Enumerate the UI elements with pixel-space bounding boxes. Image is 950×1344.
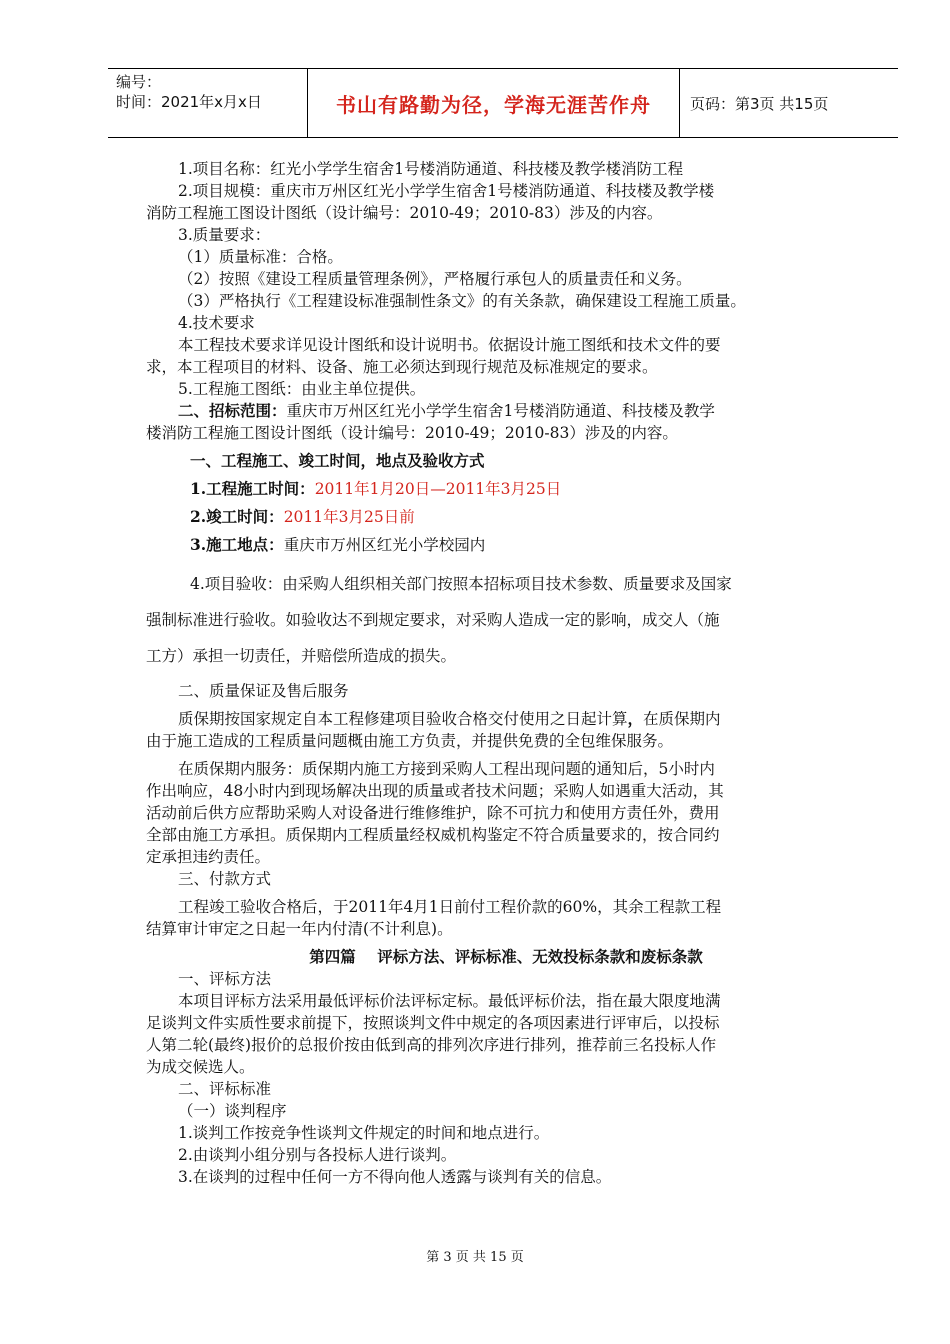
field-value: 2011年1月20日—2011年3月25日 xyxy=(314,480,562,498)
text-line: （3）严格执行《工程建设标准强制性条文》的有关条款，确保建设工程施工质量。 xyxy=(178,292,746,310)
text-line: 求，本工程项目的材料、设备、施工必须达到现行规范及标准规定的要求。 xyxy=(146,358,658,376)
text-line: 1.谈判工作按竞争性谈判文件规定的时间和地点进行。 xyxy=(178,1124,550,1142)
field-label: 1.工程施工时间： xyxy=(190,479,315,498)
chapter-heading: 第四篇 评标方法、评标标准、无效投标条款和废标条款 xyxy=(309,947,703,966)
text-line: （1）质量标准：合格。 xyxy=(178,248,343,266)
text-line: （2）按照《建设工程质量管理条例》，严格履行承包人的质量责任和义务。 xyxy=(178,270,692,288)
text-line: 二、质量保证及售后服务 xyxy=(178,682,349,700)
text-line xyxy=(146,400,866,422)
text-line: 3.质量要求： xyxy=(178,226,271,244)
page-footer: 第 3 页 共 15 页 xyxy=(426,1250,524,1265)
text-line: 3.在谈判的过程中任何一方不得向他人透露与谈判有关的信息。 xyxy=(178,1168,612,1186)
text-line: 4.技术要求 xyxy=(178,314,255,332)
number-label: 编号： xyxy=(116,73,162,91)
section-label: 二、招标范围： xyxy=(178,401,287,420)
text-line: 楼消防工程施工图设计图纸（设计编号：2010-49；2010-83）涉及的内容。 xyxy=(146,424,678,442)
text-line: 三、付款方式 xyxy=(178,870,272,888)
text-line: 强制标准进行验收。如验收达不到规定要求，对采购人造成一定的影响，成交人（施 xyxy=(146,611,720,629)
text-line: 1.项目名称：红光小学学生宿舍1号楼消防通道、科技楼及教学楼消防工程 xyxy=(178,160,684,178)
text-line: 作出响应，48小时内到现场解决出现的质量或者技术问题；采购人如遇重大活动，其 xyxy=(146,782,724,800)
text-span: 在质保期内 xyxy=(643,710,721,728)
text-line: 定承担违约责任。 xyxy=(146,848,271,866)
text-line: 在质保期内服务：质保期内施工方接到采购人工程出现问题的通知后，5小时内 xyxy=(178,760,715,778)
field-value: 2011年3月25日前 xyxy=(283,508,415,526)
text-span: ， xyxy=(627,709,644,728)
header-slogan: 书山有路勤为径，学海无涯苦作舟 xyxy=(308,69,680,137)
field-value: 重庆市万州区红光小学校园内 xyxy=(283,536,486,554)
text-line: 4.项目验收：由采购人组织相关部门按照本招标项目技术参数、质量要求及国家 xyxy=(190,575,732,593)
text-span: 重庆市万州区红光小学学生宿舍1号楼消防通道、科技楼及教学 xyxy=(286,402,715,420)
text-line: 一、评标方法 xyxy=(178,970,272,988)
text-line: 由于施工造成的工程质量问题概由施工方负责，并提供免费的全包维保服务。 xyxy=(146,732,674,750)
text-line: 工方）承担一切责任，并赔偿所造成的损失。 xyxy=(146,647,457,665)
header-page-info: 页码：第3页 共15页 xyxy=(690,94,829,113)
time-label: 时间：2021年x月x日 xyxy=(116,93,262,111)
text-span: 质保期按国家规定自本工程修建项目验收合格交付使用之日起计算 xyxy=(178,710,628,728)
text-line: 足谈判文件实质性要求前提下，按照谈判文件中规定的各项因素进行评审后，以投标 xyxy=(146,1014,720,1032)
text-line xyxy=(146,708,866,730)
text-line: 2.项目规模：重庆市万州区红光小学学生宿舍1号楼消防通道、科技楼及教学楼 xyxy=(178,182,715,200)
text-line: 二、评标标准 xyxy=(178,1080,272,1098)
text-line: 本工程技术要求详见设计图纸和设计说明书。依据设计施工图纸和技术文件的要 xyxy=(178,336,721,354)
text-line: 消防工程施工图设计图纸（设计编号：2010-49；2010-83）涉及的内容。 xyxy=(146,204,663,222)
text-line: 人第二轮(最终)报价的总报价按由低到高的排列次序进行排列，推荐前三名投标人作 xyxy=(146,1036,717,1054)
text-line: 全部由施工方承担。质保期内工程质量经权威机构鉴定不符合质量要求的，按合同约 xyxy=(146,826,720,844)
text-line: 本项目评标方法采用最低评标价法评标定标。最低评标价法，指在最大限度地满 xyxy=(178,992,721,1010)
text-line: 活动前后供方应帮助采购人对设备进行维修维护，除不可抗力和使用方责任外，费用 xyxy=(146,804,720,822)
text-line: 5.工程施工图纸：由业主单位提供。 xyxy=(178,380,426,398)
field-label: 2.竣工时间： xyxy=(190,507,284,526)
text-line xyxy=(146,534,866,556)
text-line: 工程竣工验收合格后，于2011年4月1日前付工程价款的60%，其余工程款工程 xyxy=(178,898,722,916)
text-line xyxy=(146,506,866,528)
text-line xyxy=(146,478,866,500)
section-heading: 一、工程施工、竣工时间，地点及验收方式 xyxy=(190,451,485,470)
text-line: 2.由谈判小组分别与各投标人进行谈判。 xyxy=(178,1146,457,1164)
document-body xyxy=(146,158,866,1188)
field-label: 3.施工地点： xyxy=(190,535,284,554)
header-meta xyxy=(108,69,308,137)
document-header xyxy=(108,68,898,138)
text-line: 结算审计审定之日起一年内付清(不计利息)。 xyxy=(146,920,453,938)
text-line: （一）谈判程序 xyxy=(178,1102,287,1120)
text-line: 为成交候选人。 xyxy=(146,1058,255,1076)
